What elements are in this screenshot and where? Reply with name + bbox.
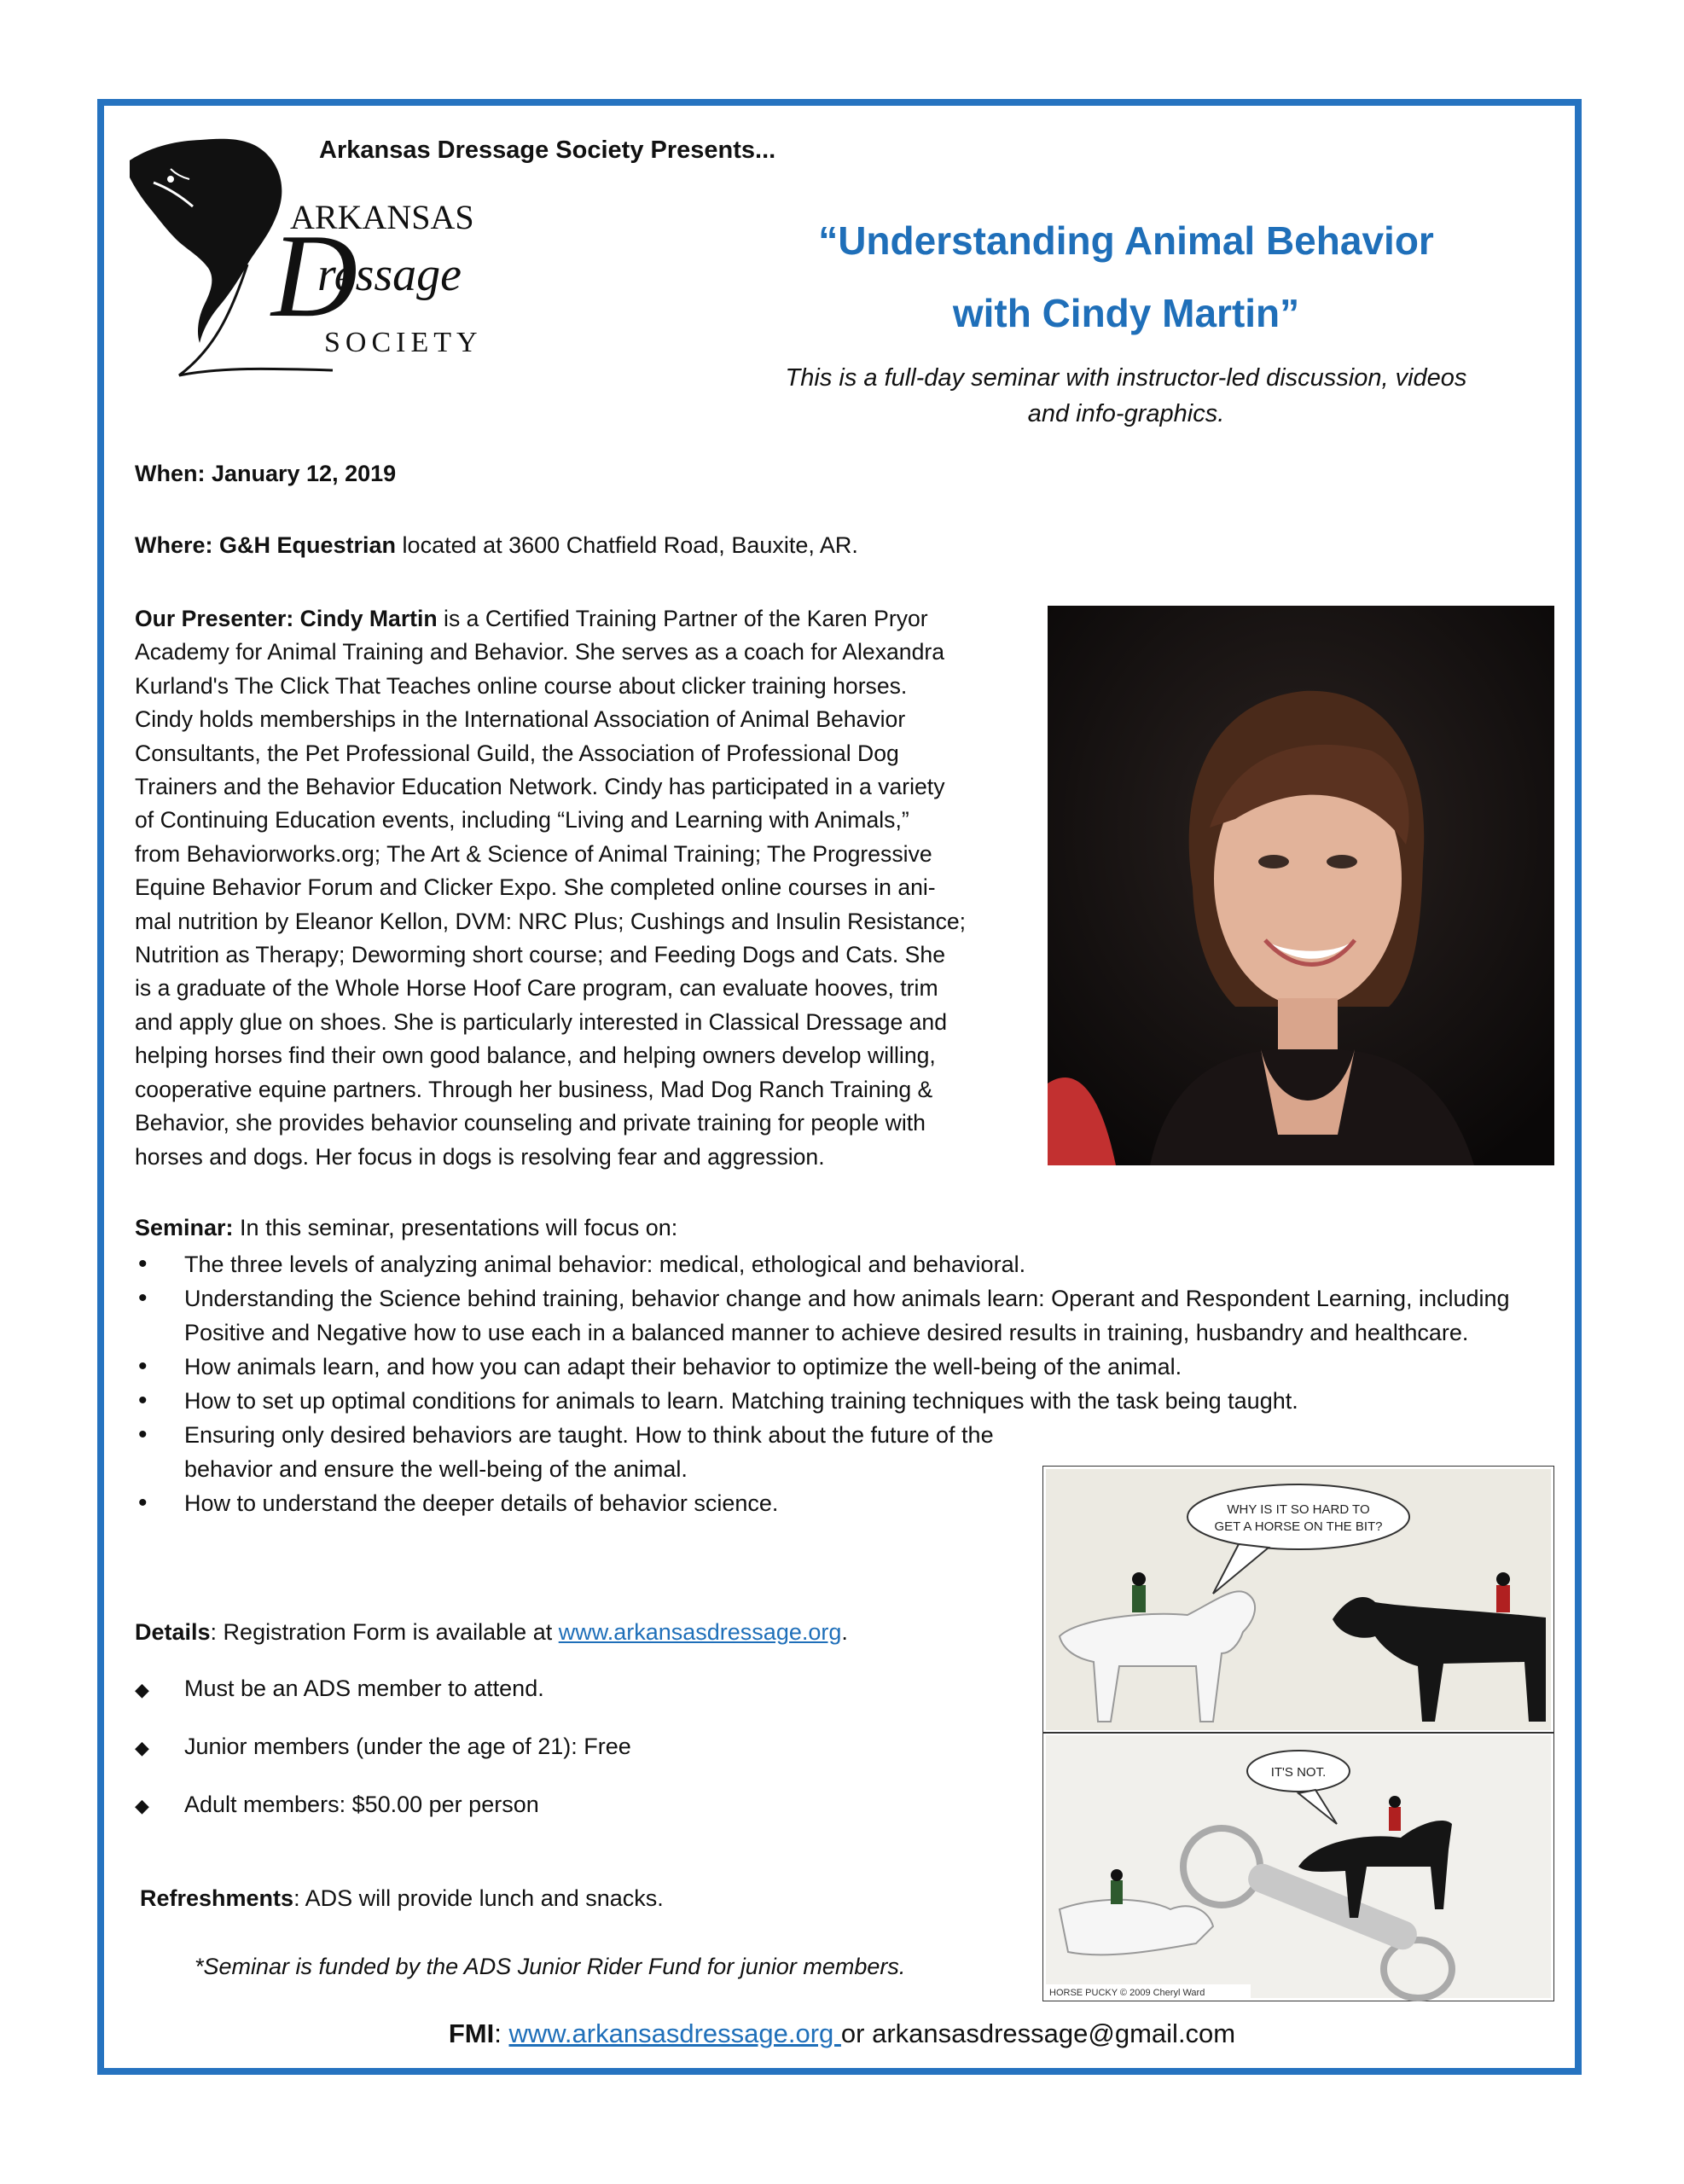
presenter-line: of Continuing Education events, including “Living and Learning with Animals,” xyxy=(135,807,909,834)
subtitle-line-2: and info-graphics. xyxy=(1027,400,1225,427)
presenter-line: cooperative equine partners. Through her business, Mad Dog Ranch Training & xyxy=(135,1076,933,1102)
comic-bubble-1-line-1: WHY IS IT SO HARD TO xyxy=(1227,1502,1370,1517)
junior-price-text: Junior members (under the age of 21): Free xyxy=(184,1734,631,1759)
presenter-line: Nutrition as Therapy; Deworming short course; and Feeding Dogs and Cats. She xyxy=(135,942,945,968)
logo-line-1: ARKANSAS xyxy=(290,198,474,236)
presenter-label: Our Presenter: Cindy Martin xyxy=(135,606,438,631)
presenter-line: Consultants, the Pet Professional Guild, the Association of Professional Dog xyxy=(135,740,899,766)
event-date: When: January 12, 2019 xyxy=(135,461,397,486)
list-item: • How to set up optimal conditions for animals to learn. Matching training techniques with the task being taught. xyxy=(135,1384,1534,1418)
presenter-line: horses and dogs. Her focus in dogs is resolving fear and aggression. xyxy=(135,1143,825,1170)
comic-credit: HORSE PUCKY © 2009 Cheryl Ward xyxy=(1049,1988,1205,1998)
presenter-line: from Behaviorworks.org; The Art & Science of Animal Training; The Progressive xyxy=(135,840,932,867)
seminar-title-line-2: with Cindy Martin” xyxy=(952,291,1300,335)
event-location xyxy=(135,532,858,559)
details-text: : Registration Form is available at xyxy=(210,1619,559,1645)
presenter-line: Behavior, she provides behavior counseling and private training for people with xyxy=(135,1110,926,1136)
presenter-line: helping horses find their own good balance, and helping owners develop willing, xyxy=(135,1043,936,1069)
list-item: • Understanding the Science behind training, behavior change and how animals learn: Operant and Respondent Learning, including Positive and Negative how to use each in a balanced manner to achieve desired results in training, husbandry and healthcare. xyxy=(135,1281,1534,1350)
fmi-line xyxy=(0,2018,1684,2049)
list-item xyxy=(135,1676,544,1702)
fmi-label: FMI xyxy=(448,2018,495,2048)
diamond-bullet-icon: ◆ xyxy=(135,1795,149,1816)
presenter-line: and apply glue on shoes. She is particularly interested in Classical Dressage and xyxy=(135,1008,947,1035)
presenter-line: Academy for Animal Training and Behavior. She serves as a coach for Alexandra xyxy=(135,639,945,665)
comic-bubble-2: IT'S NOT. xyxy=(1270,1765,1327,1780)
presenter-line: Trainers and the Behavior Education Network. Cindy has participated in a variety xyxy=(135,774,945,800)
logo-initial: D xyxy=(271,210,358,342)
presenter-line: mal nutrition by Eleanor Kellon, DVM: NRC Plus; Cushings and Insulin Resistance; xyxy=(135,908,967,934)
subtitle-line-1: This is a full-day seminar with instructor-led discussion, videos xyxy=(785,364,1467,392)
seminar-intro-text: In this seminar, presentations will focus on: xyxy=(233,1215,678,1240)
presenter-line: is a graduate of the Whole Horse Hoof Care program, can evaluate hooves, trim xyxy=(135,975,938,1002)
details-period: . xyxy=(841,1619,848,1645)
seminar-title-line-1: “Understanding Animal Behavior xyxy=(818,218,1434,263)
funding-note: *Seminar is funded by the ADS Junior Rider Fund for junior members. xyxy=(195,1954,906,1979)
logo-line-2: ressage xyxy=(317,248,462,301)
diamond-bullet-icon: ◆ xyxy=(135,1737,149,1758)
list-item: • How to understand the deeper details of behavior science. xyxy=(135,1486,1534,1520)
presenter-line: is a Certified Training Partner of the Karen Pryor xyxy=(437,606,928,631)
seminar-label: Seminar: xyxy=(135,1215,234,1240)
horse-comic-image xyxy=(1042,1466,1554,2001)
horse-head-icon xyxy=(130,139,282,343)
list-item: • The three levels of analyzing animal behavior: medical, ethological and behavioral. xyxy=(135,1247,1534,1281)
diamond-bullet-icon: ◆ xyxy=(135,1679,149,1700)
presenter-line: Kurland's The Click That Teaches online course about clicker training horses. xyxy=(135,672,908,699)
location-label: Where: G&H Equestrian xyxy=(135,532,397,558)
list-item: • How animals learn, and how you can adapt their behavior to optimize the well-being of the animal. xyxy=(135,1350,1534,1384)
details-label: Details xyxy=(135,1619,211,1645)
refreshments-line xyxy=(140,1885,664,1912)
requirement-text: Must be an ADS member to attend. xyxy=(184,1676,544,1701)
fmi-website-link[interactable]: www.arkansasdressage.org xyxy=(508,2018,841,2048)
seminar-intro xyxy=(135,1215,677,1241)
comic-bubble-1-line-2: GET A HORSE ON THE BIT? xyxy=(1214,1519,1383,1534)
seminar-subtitle xyxy=(648,360,1604,432)
fmi-email: or arkansasdressage@gmail.com xyxy=(840,2018,1236,2048)
location-text: located at 3600 Chatfield Road, Bauxite, AR. xyxy=(396,532,858,558)
presenter-bio xyxy=(135,602,1039,1174)
presenter-line: Equine Behavior Forum and Clicker Expo. She completed online courses in ani- xyxy=(135,874,936,901)
refreshments-text: : ADS will provide lunch and snacks. xyxy=(293,1885,664,1911)
refreshments-label: Refreshments xyxy=(140,1885,294,1911)
adult-price-text: Adult members: $50.00 per person xyxy=(184,1792,539,1817)
presents-line: Arkansas Dressage Society Presents... xyxy=(319,136,776,164)
fmi-separator: : xyxy=(494,2018,509,2048)
registration-link[interactable]: www.arkansasdressage.org xyxy=(558,1619,842,1645)
details-line xyxy=(135,1619,848,1646)
arkansas-dressage-logo xyxy=(119,128,529,401)
list-item xyxy=(135,1734,631,1760)
presenter-line: Cindy holds memberships in the International Association of Animal Behavior xyxy=(135,706,906,733)
presenter-photo xyxy=(1048,606,1554,1165)
list-item: • Ensuring only desired behaviors are taught. How to think about the future of the behavior and ensure the well-being of the animal. xyxy=(135,1418,1037,1486)
list-item xyxy=(135,1792,539,1818)
logo-line-3: SOCIETY xyxy=(324,327,483,358)
